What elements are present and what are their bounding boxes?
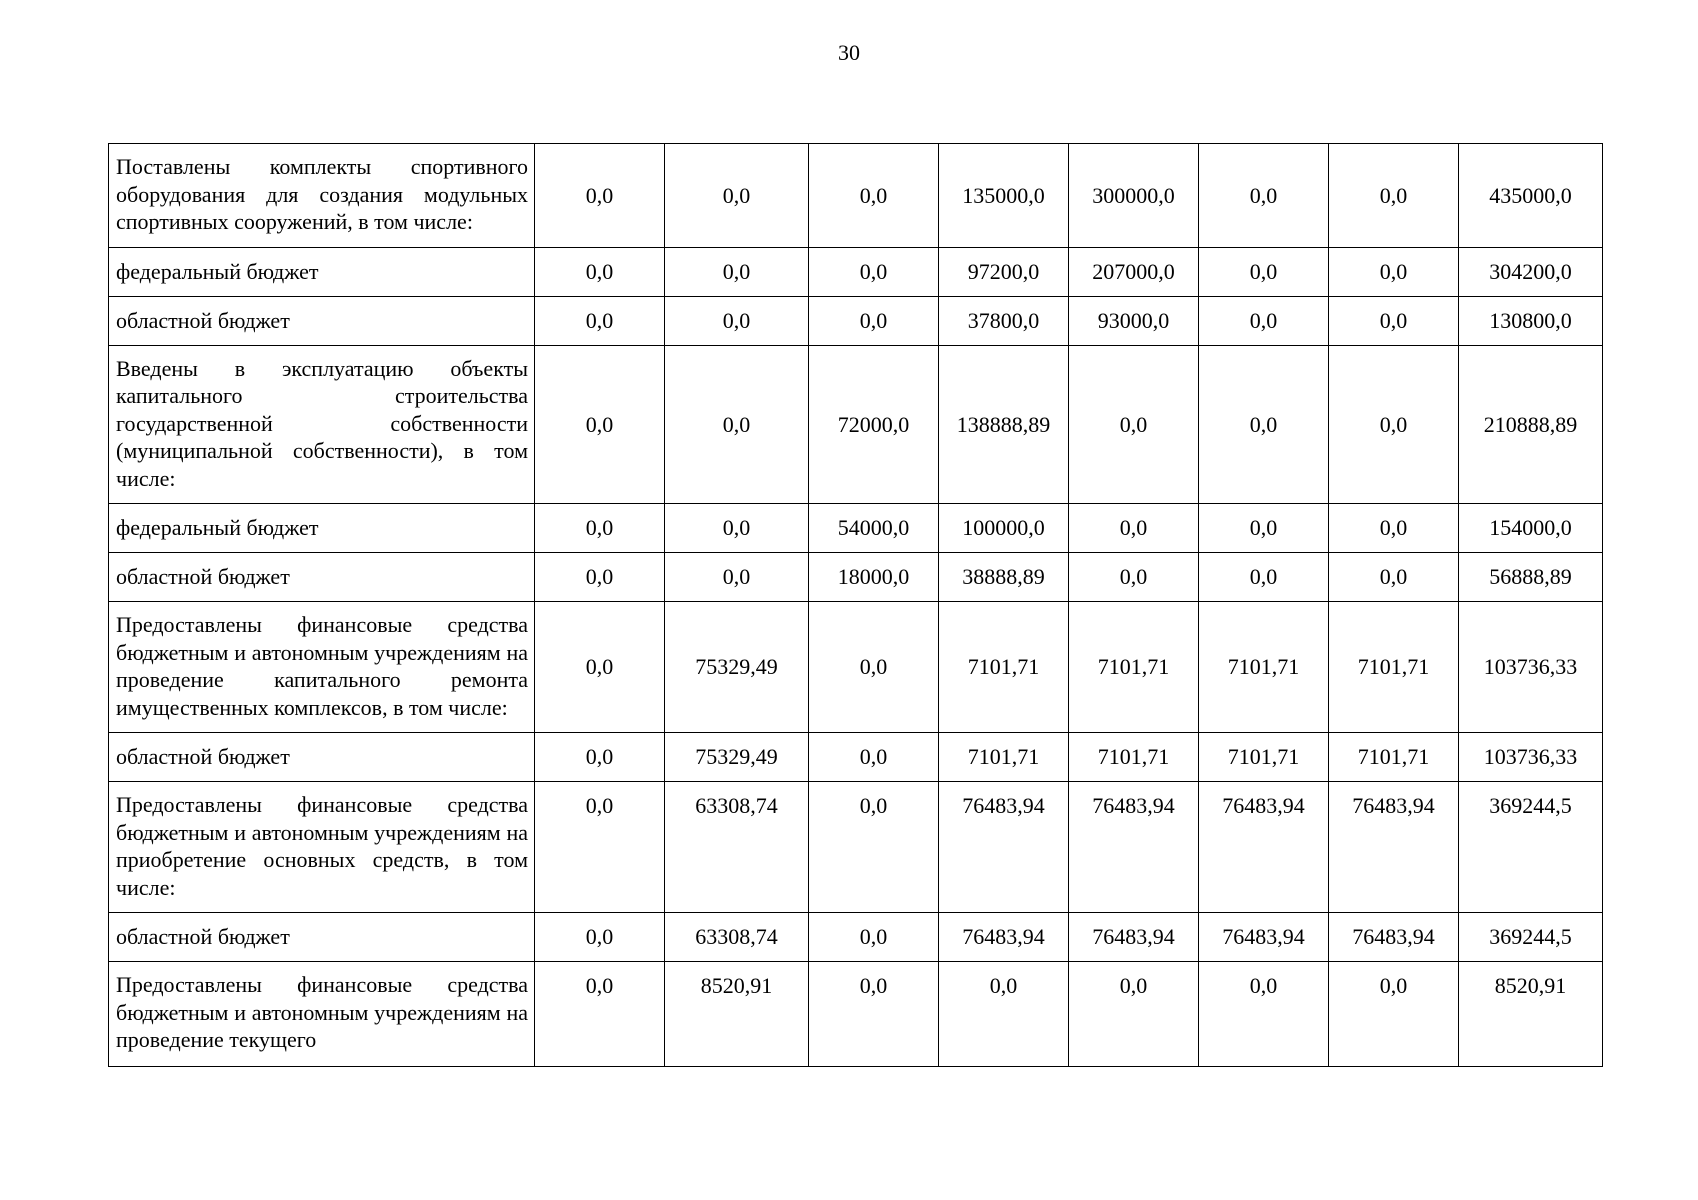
value-cell: 0,0: [665, 345, 809, 504]
value-cell: 0,0: [1069, 345, 1199, 504]
value-cell: 135000,0: [939, 144, 1069, 248]
value-cell: 0,0: [1329, 553, 1459, 602]
value-cell: 0,0: [535, 962, 665, 1067]
table-row: [109, 504, 1603, 553]
row-label: Введены в эксплуатацию объекты капитального строительства государственной собственности (муниципальной собственности), в том числе:: [109, 345, 535, 504]
value-cell: 0,0: [1329, 144, 1459, 248]
value-cell: 0,0: [1199, 504, 1329, 553]
value-cell: 0,0: [1199, 247, 1329, 296]
value-cell: 76483,94: [1329, 913, 1459, 962]
value-cell: 76483,94: [939, 913, 1069, 962]
value-cell: 8520,91: [665, 962, 809, 1067]
value-cell: 0,0: [809, 144, 939, 248]
value-cell: 37800,0: [939, 296, 1069, 345]
value-cell: 0,0: [535, 144, 665, 248]
value-cell: 0,0: [665, 553, 809, 602]
value-cell: 0,0: [1329, 504, 1459, 553]
value-cell: 0,0: [809, 962, 939, 1067]
value-cell: 0,0: [1329, 247, 1459, 296]
value-cell: 7101,71: [1199, 602, 1329, 733]
value-cell: 0,0: [809, 247, 939, 296]
table-row: [109, 553, 1603, 602]
value-cell: 76483,94: [1199, 913, 1329, 962]
value-cell: 0,0: [1069, 962, 1199, 1067]
value-cell: 76483,94: [939, 782, 1069, 913]
value-cell: 0,0: [809, 296, 939, 345]
value-cell: 0,0: [535, 345, 665, 504]
total-cell: 103736,33: [1459, 733, 1603, 782]
value-cell: 0,0: [809, 602, 939, 733]
value-cell: 0,0: [665, 247, 809, 296]
value-cell: 0,0: [1199, 345, 1329, 504]
value-cell: 7101,71: [1329, 733, 1459, 782]
row-label: областной бюджет: [109, 553, 535, 602]
row-label: Поставлены комплекты спортивного оборудования для создания модульных спортивных сооружений, в том числе:: [109, 144, 535, 248]
value-cell: 7101,71: [939, 733, 1069, 782]
total-cell: 56888,89: [1459, 553, 1603, 602]
value-cell: 7101,71: [1199, 733, 1329, 782]
value-cell: 38888,89: [939, 553, 1069, 602]
row-label: Предоставлены финансовые средства бюджетным и автономным учреждениям на проведение капитального ремонта имущественных комплексов, в том числе:: [109, 602, 535, 733]
value-cell: 138888,89: [939, 345, 1069, 504]
value-cell: 0,0: [1069, 504, 1199, 553]
value-cell: 0,0: [535, 247, 665, 296]
table-row: [109, 913, 1603, 962]
value-cell: 93000,0: [1069, 296, 1199, 345]
value-cell: 0,0: [535, 296, 665, 345]
page-number: 30: [838, 40, 860, 65]
total-cell: 210888,89: [1459, 345, 1603, 504]
value-cell: 0,0: [535, 504, 665, 553]
value-cell: 0,0: [1329, 296, 1459, 345]
value-cell: 76483,94: [1069, 913, 1199, 962]
value-cell: 0,0: [535, 602, 665, 733]
value-cell: 0,0: [665, 144, 809, 248]
value-cell: 0,0: [1329, 962, 1459, 1067]
value-cell: 0,0: [535, 782, 665, 913]
table-row: [109, 144, 1603, 248]
row-label: областной бюджет: [109, 296, 535, 345]
value-cell: 0,0: [1199, 144, 1329, 248]
value-cell: 54000,0: [809, 504, 939, 553]
value-cell: 0,0: [1329, 345, 1459, 504]
total-cell: 154000,0: [1459, 504, 1603, 553]
value-cell: 0,0: [1199, 296, 1329, 345]
value-cell: 7101,71: [1069, 602, 1199, 733]
total-cell: 103736,33: [1459, 602, 1603, 733]
row-label: Предоставлены финансовые средства бюджетным и автономным учреждениям на приобретение основных средств, в том числе:: [109, 782, 535, 913]
total-cell: 130800,0: [1459, 296, 1603, 345]
row-label: Предоставлены финансовые средства бюджетным и автономным учреждениям на проведение текущего: [109, 962, 535, 1067]
value-cell: 207000,0: [1069, 247, 1199, 296]
value-cell: 72000,0: [809, 345, 939, 504]
value-cell: 0,0: [1069, 553, 1199, 602]
table-row: [109, 247, 1603, 296]
budget-table: [108, 143, 1603, 1067]
value-cell: 7101,71: [1329, 602, 1459, 733]
table-row: [109, 602, 1603, 733]
value-cell: 76483,94: [1199, 782, 1329, 913]
table-row: [109, 733, 1603, 782]
table-row: [109, 296, 1603, 345]
value-cell: 7101,71: [939, 602, 1069, 733]
value-cell: 0,0: [809, 913, 939, 962]
total-cell: 369244,5: [1459, 782, 1603, 913]
value-cell: 300000,0: [1069, 144, 1199, 248]
value-cell: 63308,74: [665, 782, 809, 913]
row-label: областной бюджет: [109, 913, 535, 962]
value-cell: 0,0: [535, 913, 665, 962]
value-cell: 0,0: [535, 733, 665, 782]
value-cell: 0,0: [1199, 553, 1329, 602]
row-label: федеральный бюджет: [109, 504, 535, 553]
value-cell: 7101,71: [1069, 733, 1199, 782]
total-cell: 369244,5: [1459, 913, 1603, 962]
total-cell: 8520,91: [1459, 962, 1603, 1067]
row-label: областной бюджет: [109, 733, 535, 782]
table-row: [109, 962, 1603, 1067]
value-cell: 75329,49: [665, 733, 809, 782]
value-cell: 76483,94: [1329, 782, 1459, 913]
value-cell: 0,0: [809, 733, 939, 782]
total-cell: 435000,0: [1459, 144, 1603, 248]
table-row: [109, 782, 1603, 913]
value-cell: 0,0: [939, 962, 1069, 1067]
value-cell: 0,0: [535, 553, 665, 602]
value-cell: 63308,74: [665, 913, 809, 962]
value-cell: 18000,0: [809, 553, 939, 602]
value-cell: 97200,0: [939, 247, 1069, 296]
value-cell: 0,0: [1199, 962, 1329, 1067]
value-cell: 100000,0: [939, 504, 1069, 553]
value-cell: 76483,94: [1069, 782, 1199, 913]
value-cell: 0,0: [665, 504, 809, 553]
value-cell: 0,0: [809, 782, 939, 913]
row-label: федеральный бюджет: [109, 247, 535, 296]
table-row: [109, 345, 1603, 504]
total-cell: 304200,0: [1459, 247, 1603, 296]
value-cell: 0,0: [665, 296, 809, 345]
value-cell: 75329,49: [665, 602, 809, 733]
